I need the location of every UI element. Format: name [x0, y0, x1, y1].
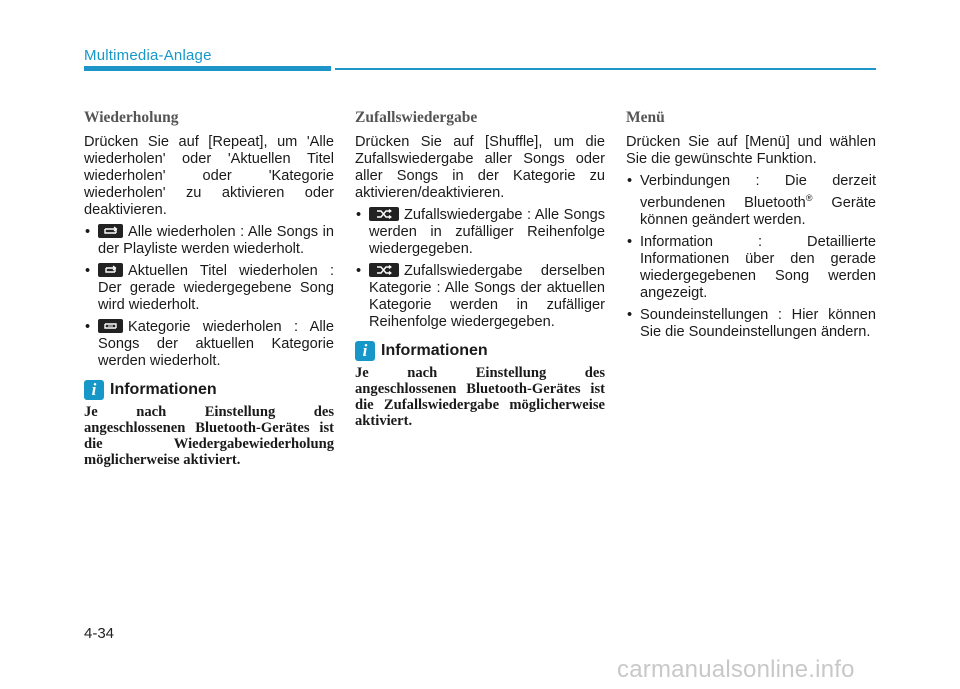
list-item-text: Zufallswiedergabe derselben Kategorie : Alle Songs der aktuellen Kategorie werden in zufälliger Reihenfolge wiedergegeben. — [369, 263, 605, 330]
section-title: Wiederholung — [84, 109, 179, 126]
section-intro: Drücken Sie auf [Repeat], um 'Alle wiederholen' oder 'Aktuellen Titel wiederholen' oder 'Kategorie wiederholen' zu aktivieren oder deaktivieren. — [84, 134, 334, 218]
info-icon: i — [355, 341, 375, 361]
info-text: Je nach Einstellung des angeschlossenen Bluetooth-Gerätes ist die Zufallswiedergabe möglicherweise aktiviert. — [355, 365, 605, 429]
bullet-dot: • — [85, 224, 91, 240]
bullet-dot: • — [627, 173, 633, 189]
list-item — [355, 263, 605, 331]
info-header — [84, 380, 334, 400]
list-item-text: Geräte können geändert werden. — [640, 194, 876, 228]
info-text: Je nach Einstellung des angeschlossenen Bluetooth-Gerätes ist die Wiedergabewiederholung möglicherweise aktiviert. — [84, 404, 334, 468]
bullet-dot: • — [627, 306, 633, 323]
column-wiederholung — [84, 109, 334, 468]
bullet-dot: • — [356, 207, 362, 223]
repeat-all-icon — [98, 224, 123, 238]
header-rule-thick — [84, 66, 331, 71]
info-title: Informationen — [381, 342, 488, 359]
page-number: 4-34 — [84, 625, 115, 642]
list-item — [355, 207, 605, 258]
list-item-text: Verbindungen : Die derzeit verbundenen Bluetooth — [640, 173, 876, 211]
column-zufallswiedergabe — [355, 109, 605, 429]
section-intro: Drücken Sie auf [Shuffle], um die Zufallswiedergabe aller Songs oder aller Songs in der Kategorie zu aktivieren/deaktivieren. — [355, 134, 605, 201]
section-title: Menü — [626, 109, 665, 126]
header-rule-thin — [335, 68, 876, 70]
repeat-category-icon — [98, 319, 123, 333]
registered-mark: ® — [805, 193, 813, 203]
info-title: Informationen — [110, 381, 217, 398]
repeat-one-icon — [98, 263, 123, 277]
list-item — [626, 173, 876, 229]
list-item-text: Information : Detaillierte Informationen über den gerade wiedergegebenen Song werden angezeigt. — [640, 233, 876, 301]
section-intro: Drücken Sie auf [Menü] und wählen Sie die gewünschte Funktion. — [626, 134, 876, 167]
bullet-dot: • — [85, 263, 91, 279]
list-item — [84, 263, 334, 314]
list-item-text: Soundeinstellungen : Hier können Sie die Soundeinstellungen ändern. — [640, 306, 876, 340]
bullet-dot: • — [356, 263, 362, 279]
page-header-title: Multimedia-Anlage — [84, 47, 212, 64]
list-item-text: Zufallswiedergabe : Alle Songs werden in zufälliger Reihenfolge wiedergegeben. — [369, 207, 605, 257]
info-header — [355, 341, 605, 361]
column-menu — [626, 109, 876, 346]
list-item — [84, 224, 334, 258]
list-item-text: Aktuellen Titel wiederholen : Der gerade wiedergegebene Song wird wiederholt. — [98, 263, 334, 313]
bullet-list — [84, 224, 334, 370]
section-title: Zufallswiedergabe — [355, 109, 478, 126]
list-item — [626, 307, 876, 341]
list-item-text: Alle wiederholen : Alle Songs in der Playliste werden wiederholt. — [98, 224, 334, 257]
bullet-list — [626, 173, 876, 341]
shuffle-all-icon — [369, 207, 399, 221]
list-item — [84, 319, 334, 370]
list-item-text: Kategorie wiederholen : Alle Songs der aktuellen Kategorie werden wiederholt. — [98, 319, 334, 369]
watermark: carmanualsonline.info — [617, 656, 855, 683]
list-item — [626, 234, 876, 302]
bullet-dot: • — [85, 319, 91, 335]
bullet-list — [355, 207, 605, 331]
shuffle-category-icon — [369, 263, 399, 277]
info-icon: i — [84, 380, 104, 400]
bullet-dot: • — [627, 233, 633, 250]
